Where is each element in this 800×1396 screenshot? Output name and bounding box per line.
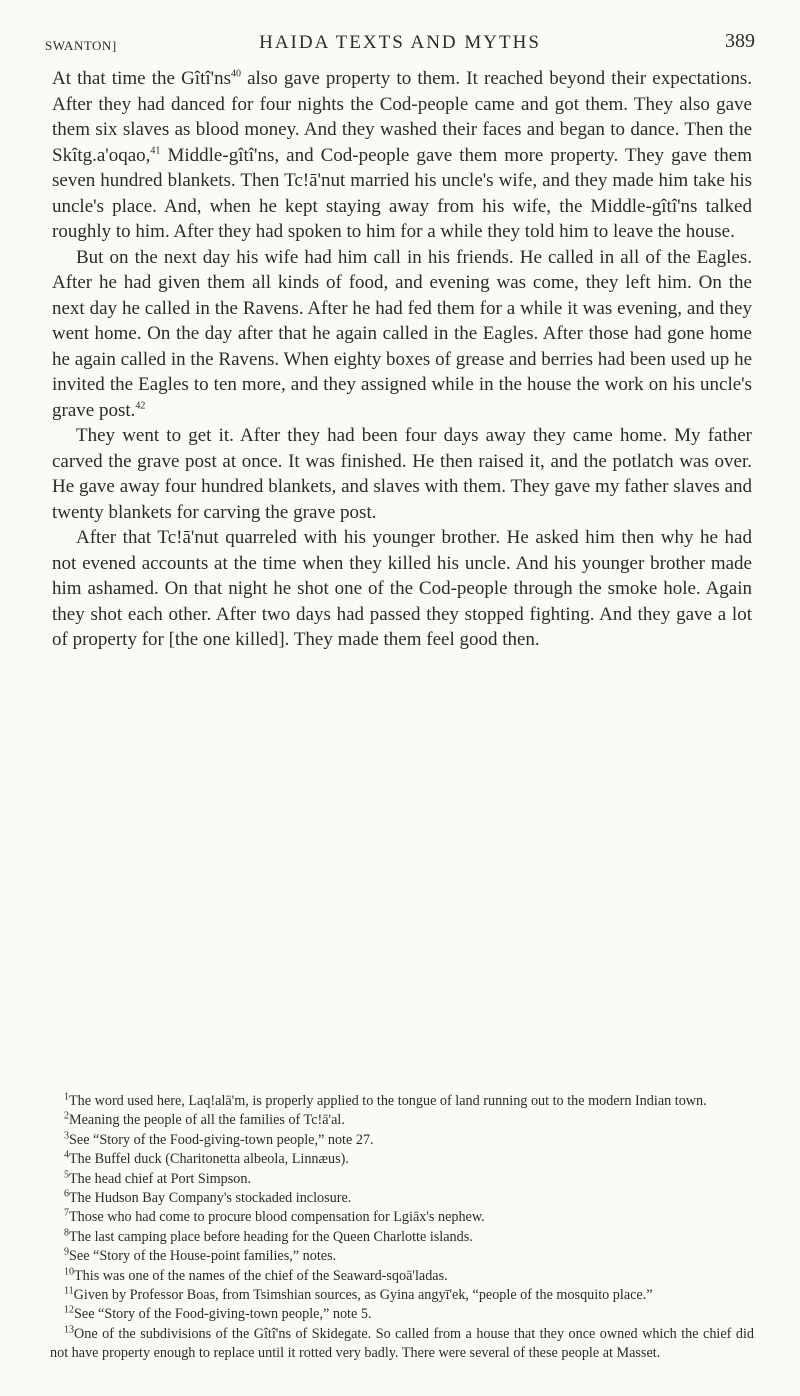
footnote — [50, 1286, 754, 1305]
footnote-number: 11 — [64, 1285, 74, 1297]
footnote-text: Meaning the people of all the families of Tc!ā'al. — [69, 1112, 345, 1129]
footnote — [50, 1150, 754, 1169]
author-running-head: SWANTON] — [45, 38, 117, 53]
footnote — [50, 1092, 754, 1111]
paragraph-text: After that Tc!ā'nut quarreled with his younger brother. He asked him then why he had not evened accounts at the time when they killed his uncle. And his younger brother made him ashamed. On that night he shot one of the Cod-people through the smoke hole. Again they shot each other. After two days had passed they stopped fighting. And they gave a lot of property for [the one killed]. They made them feel good then. — [52, 527, 752, 650]
footnote-number: 6 — [64, 1188, 69, 1200]
page-title: HAIDA TEXTS AND MYTHS — [259, 32, 541, 53]
footnote-text: See “Story of the Food-giving-town people,” note 27. — [69, 1131, 374, 1148]
footnote-text: The last camping place before heading for the Queen Charlotte islands. — [69, 1228, 473, 1245]
footnote-text: This was one of the names of the chief of the Seaward-sqoā'ladas. — [74, 1267, 448, 1284]
paragraph — [52, 245, 752, 424]
footnote-text: The head chief at Port Simpson. — [69, 1170, 252, 1187]
footnote — [50, 1247, 754, 1266]
footnote — [50, 1189, 754, 1208]
footnote-reference: 42 — [135, 400, 146, 412]
footnote-text: See “Story of the Food-giving-town people,” note 5. — [74, 1306, 372, 1323]
footnote-text: Given by Professor Boas, from Tsimshian sources, as Gyina angyī'ek, “people of the mosquito place.” — [73, 1287, 653, 1304]
running-header — [45, 30, 755, 64]
footnote-number: 5 — [64, 1168, 69, 1180]
footnote-number: 13 — [64, 1324, 74, 1336]
paragraph — [52, 423, 752, 525]
paragraph-text: But on the next day his wife had him call in his friends. He called in all of the Eagles. After he had given them all kinds of food, and evening was come, they left him. On the next day he called in the Ravens. After he had fed them for a while it was evening, and they went home. On the day after that he again called in the Eagles. After those had gone home he again called in the Ravens. When eighty boxes of grease and berries had been used up he invited the Eagles to ten more, and they assigned while in the house the work on his uncle's grave post. — [52, 246, 752, 421]
footnote-text: The word used here, Laq!alā'm, is properly applied to the tongue of land running out to the modern Indian town. — [69, 1093, 707, 1109]
paragraph — [52, 525, 752, 653]
paragraph — [52, 66, 752, 245]
footnote-number: 4 — [64, 1149, 69, 1161]
footnote-text: The Buffel duck (Charitonetta albeola, Linnæus). — [69, 1151, 349, 1168]
footnote — [50, 1170, 754, 1189]
page-number: 389 — [725, 30, 755, 52]
footnote-number: 7 — [64, 1207, 69, 1219]
footnotes — [50, 1092, 754, 1364]
footnote-reference: 41 — [150, 145, 161, 157]
footnote — [50, 1267, 754, 1286]
footnote-reference: 40 — [230, 68, 241, 80]
footnote-text: One of the subdivisions of the Gîtî'ns of Skidegate. So called from a house that they once owned which the chief did not have property enough to replace until it rotted very badly. There were several of these people at Masset. — [50, 1325, 754, 1362]
paragraph-text: At that time the Gîtî'ns — [52, 68, 231, 89]
footnote-number: 9 — [64, 1246, 69, 1258]
footnote-text: See “Story of the House-point families,” notes. — [69, 1248, 337, 1265]
main-text — [52, 66, 752, 653]
footnote — [50, 1131, 754, 1150]
footnote-number: 8 — [64, 1227, 69, 1239]
paragraph-text: Middle-gîtî'ns, and Cod-people gave them more property. They gave them seven hundred blankets. Then Tc!ā'nut married his uncle's wife, and they made him take his uncle's place. And, when he kept staying away from his wife, the Middle-gîtî'ns talked roughly to him. After they had spoken to him for a while they told him to leave the house. — [52, 144, 752, 242]
footnote-number: 10 — [64, 1265, 74, 1277]
footnote — [50, 1111, 754, 1130]
footnote — [50, 1228, 754, 1247]
paragraph-text: They went to get it. After they had been four days away they came home. My father carved the grave post at once. It was finished. He then raised it, and the potlatch was over. He gave away four hundred blankets, and slaves with them. They gave my father slaves and twenty blankets for carving the grave post. — [52, 425, 752, 523]
footnote-text: Those who had come to procure blood compensation for Lgiāx's nephew. — [69, 1209, 485, 1226]
footnote-number: 1 — [64, 1091, 69, 1103]
footnote-number: 2 — [64, 1110, 69, 1122]
footnote — [50, 1325, 754, 1364]
paragraph-text: also gave property to them. It reached beyond their expectations. After they had danced for four nights the Cod-people came and got them. They also gave them six slaves as blood money. And they washed their faces and began to dance. Then the Skîtg.a'oqao, — [52, 68, 752, 166]
footnote — [50, 1208, 754, 1227]
footnote-number: 12 — [64, 1304, 74, 1316]
footnote-text: The Hudson Bay Company's stockaded inclosure. — [69, 1190, 352, 1207]
footnote — [50, 1305, 754, 1324]
footnote-number: 3 — [64, 1130, 69, 1142]
